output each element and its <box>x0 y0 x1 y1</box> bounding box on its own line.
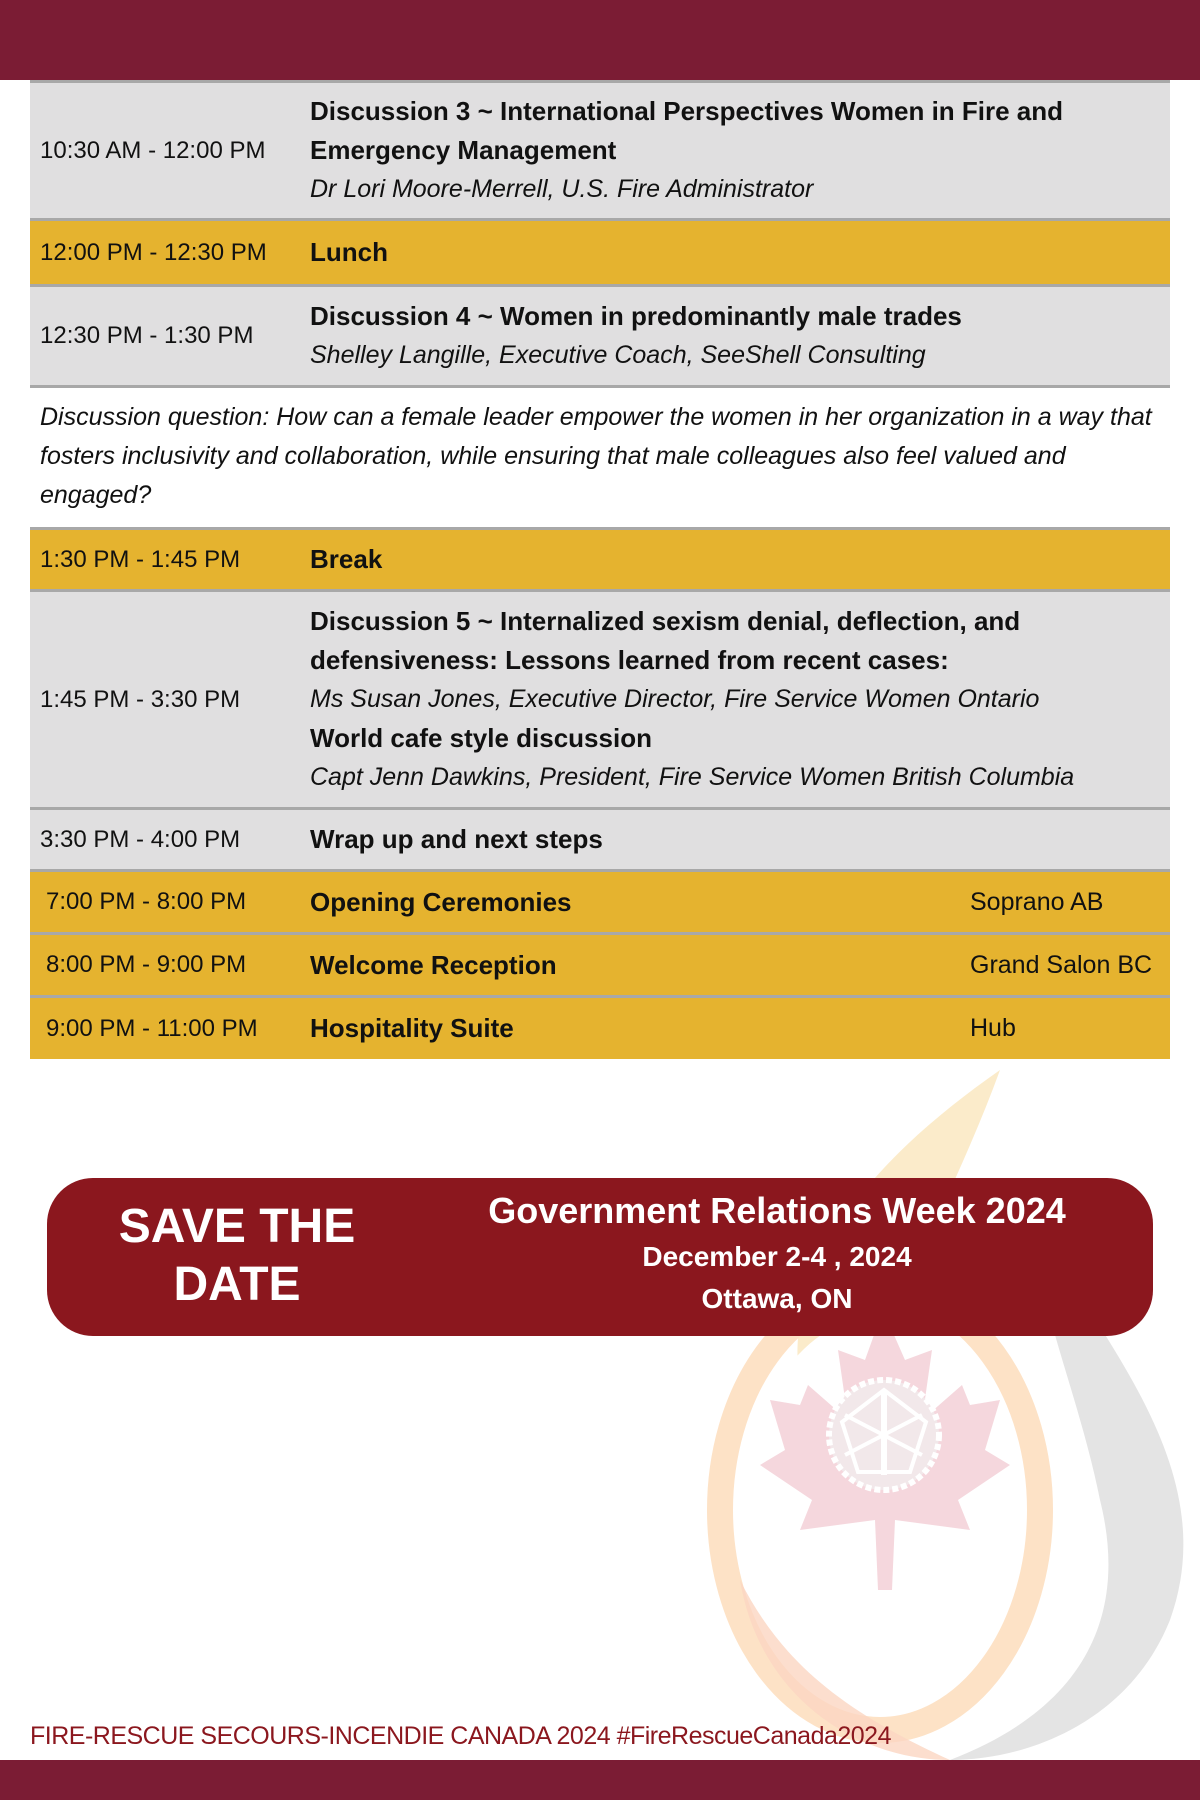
session-title: Opening Ceremonies <box>310 886 572 917</box>
save-the-date-line-1: SAVE THE <box>118 1200 356 1253</box>
schedule-table <box>30 80 1170 1059</box>
schedule-row-wrap-up <box>30 807 1170 869</box>
schedule-row-lunch <box>30 218 1170 284</box>
header-bar <box>0 0 1200 80</box>
time-slot: 7:00 PM - 8:00 PM <box>46 888 247 915</box>
room-name: Hub <box>970 1014 1016 1042</box>
session-title: Discussion 3 ~ International Perspectives Women in Fire and Emergency Management <box>310 96 1064 165</box>
session-title: Break <box>310 544 383 574</box>
schedule-row-opening-ceremonies <box>30 869 1170 932</box>
event-details <box>407 1186 1147 1320</box>
session-title: Wrap up and next steps <box>310 824 603 854</box>
maple-leaf-fire-emblem-icon <box>700 1060 1200 1760</box>
footer-bar <box>0 1760 1200 1800</box>
time-slot: 1:30 PM - 1:45 PM <box>40 545 241 573</box>
event-location: Ottawa, ON <box>701 1283 853 1314</box>
schedule-row-discussion-3 <box>30 80 1170 218</box>
event-date: December 2-4 , 2024 <box>642 1241 912 1272</box>
session-title: Discussion 5 ~ Internalized sexism denial, deflection, and defensiveness: Lessons learned from recent cases: <box>310 606 1021 675</box>
schedule-row-discussion-5 <box>30 589 1170 807</box>
discussion-question-note: Discussion question: How can a female leader empower the women in her organization in a way that fosters inclusivity and collaboration, while ensuring that male colleagues also feel valued and engaged? <box>30 385 1170 527</box>
schedule-row-welcome-reception <box>30 932 1170 995</box>
schedule-row-break <box>30 527 1170 589</box>
time-slot: 10:30 AM - 12:00 PM <box>40 136 266 164</box>
time-slot: 12:30 PM - 1:30 PM <box>40 322 254 349</box>
schedule-row-discussion-4 <box>30 284 1170 385</box>
room-name: Soprano AB <box>970 887 1104 916</box>
save-the-date-banner <box>47 1178 1153 1336</box>
session-speaker: Dr Lori Moore-Merrell, U.S. Fire Administrator <box>310 175 814 203</box>
time-slot: 9:00 PM - 11:00 PM <box>46 1014 258 1042</box>
time-slot: 1:45 PM - 3:30 PM <box>40 685 241 713</box>
save-the-date-label <box>87 1198 387 1314</box>
event-title: Government Relations Week 2024 <box>488 1190 1066 1231</box>
session-title: Discussion 4 ~ Women in predominantly male trades <box>310 301 962 331</box>
session-speaker: Shelley Langille, Executive Coach, SeeShell Consulting <box>310 341 926 369</box>
session-title: Welcome Reception <box>310 949 557 980</box>
footer-hashtag-text: FIRE-RESCUE SECOURS-INCENDIE CANADA 2024 #FireRescueCanada2024 <box>30 1722 891 1750</box>
time-slot: 12:00 PM - 12:30 PM <box>40 238 267 266</box>
room-name: Grand Salon BC <box>970 950 1153 979</box>
save-the-date-line-2: DATE <box>173 1258 301 1311</box>
schedule-row-hospitality-suite <box>30 995 1170 1059</box>
session-speaker-2: Capt Jenn Dawkins, President, Fire Service Women British Columbia <box>310 763 1075 791</box>
session-speaker: Ms Susan Jones, Executive Director, Fire Service Women Ontario <box>310 685 1040 713</box>
time-slot: 8:00 PM - 9:00 PM <box>46 951 247 978</box>
time-slot: 3:30 PM - 4:00 PM <box>40 825 241 853</box>
session-subtitle: World cafe style discussion <box>310 723 652 753</box>
session-title: Hospitality Suite <box>310 1013 514 1043</box>
session-title: Lunch <box>310 237 388 267</box>
